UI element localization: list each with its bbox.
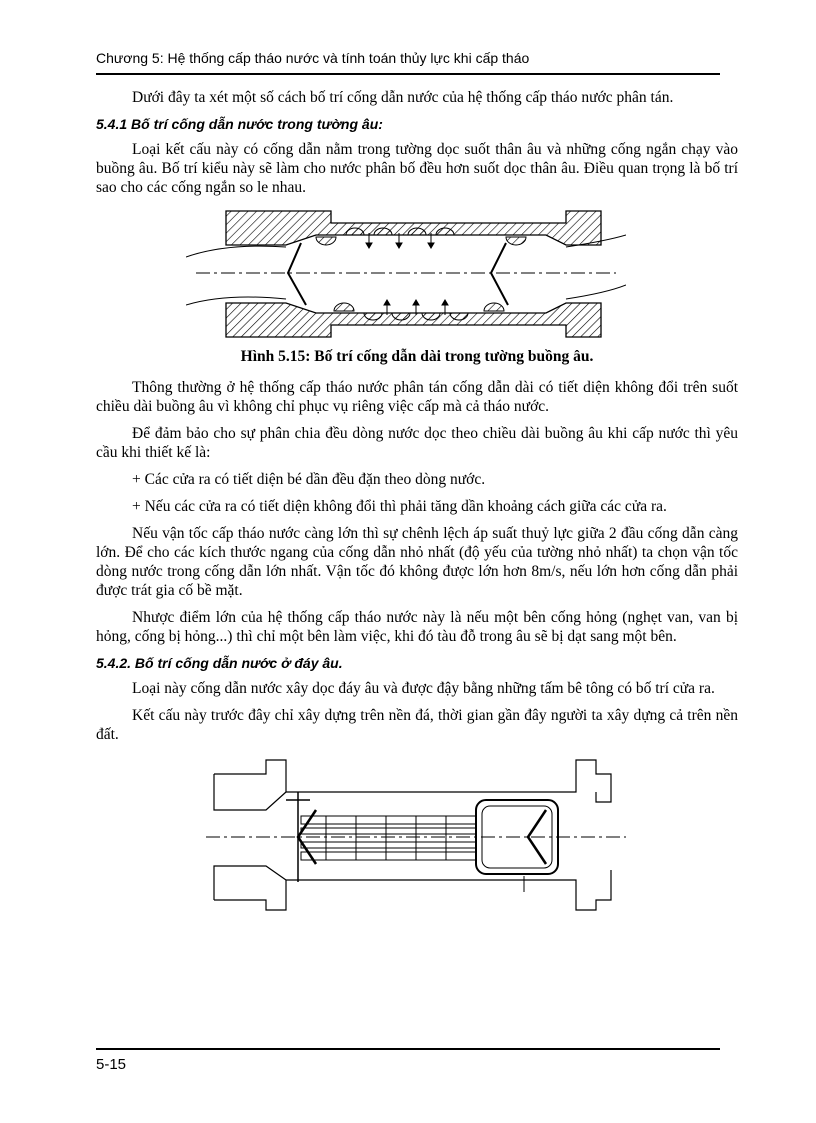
paragraph: Để đảm bảo cho sự phân chia đều dòng nước dọc theo chiều dài buồng âu khi cấp nước thì yêu cầu khi thiết kế là:: [96, 425, 738, 461]
paragraph: Nhược điểm lớn của hệ thống cấp tháo nước này là nếu một bên cống hỏng (nghẹt van, van bị hỏng, cống bị hỏng...) thì chỉ một bên làm việc, khi đó tàu đỗ trong âu sẽ bị dạt sang một bên.: [96, 609, 738, 645]
page-header: Chương 5: Hệ thống cấp tháo nước và tính toán thủy lực khi cấp tháo: [96, 50, 530, 66]
figure-5-15-diagram: [186, 205, 626, 345]
paragraph: Nếu vận tốc cấp tháo nước càng lớn thì sự chênh lệch áp suất thuỷ lực giữa 2 đầu cống dẫn càng lớn. Để cho các kích thước ngang của cống dẫn nhỏ nhất (độ yếu của tường nhỏ nhất) ta chọn vận tốc dòng nước trong cống dẫn lớn nhất. Vận tốc đó không được lớn hơn 8m/s, nếu lớn hơn cống dẫn phải được trát gia cố bề mặt.: [96, 525, 738, 599]
section-heading-5-4-1: 5.4.1 Bố trí cống dẫn nước trong tường âu:: [96, 116, 383, 132]
paragraph: Loại kết cấu này có cống dẫn nằm trong tường dọc suốt thân âu và những cống ngắn chạy vào buồng âu. Bố trí kiểu này sẽ làm cho nước phân bố đều hơn suốt dọc thân âu. Điều quan trọng là bố trí sao cho các cống ngắn so le nhau.: [96, 141, 738, 196]
list-item: + Các cửa ra có tiết diện bé dần đều đặn theo dòng nước.: [132, 471, 486, 488]
page-number: 5-15: [96, 1056, 127, 1073]
footer-rule: [96, 1048, 720, 1050]
intro-paragraph: Dưới đây ta xét một số cách bố trí cống dẫn nước của hệ thống cấp tháo nước phân tán.: [132, 89, 674, 106]
paragraph: Thông thường ở hệ thống cấp tháo nước phân tán cống dẫn dài có tiết diện không đổi trên suốt chiều dài buồng âu vì không chỉ phục vụ riêng việc cấp mà cả tháo nước.: [96, 379, 738, 415]
section-heading-5-4-2: 5.4.2. Bố trí cống dẫn nước ở đáy âu.: [96, 655, 343, 671]
header-rule: [96, 73, 720, 75]
figure-bottom-culvert-diagram: [206, 752, 626, 917]
list-item: + Nếu các cửa ra có tiết diện không đổi thì phải tăng dần khoảng cách giữa các cửa ra.: [132, 498, 667, 515]
page-body: [96, 88, 738, 917]
paragraph: Loại này cống dẫn nước xây dọc đáy âu và được đậy bằng những tấm bê tông có bố trí cửa ra.: [132, 680, 715, 697]
paragraph: Kết cấu này trước đây chỉ xây dựng trên nền đá, thời gian gần đây người ta xây dựng cả trên nền đất.: [96, 707, 738, 743]
figure-caption: Hình 5.15: Bố trí cống dẫn dài trong tường buồng âu.: [240, 348, 594, 365]
